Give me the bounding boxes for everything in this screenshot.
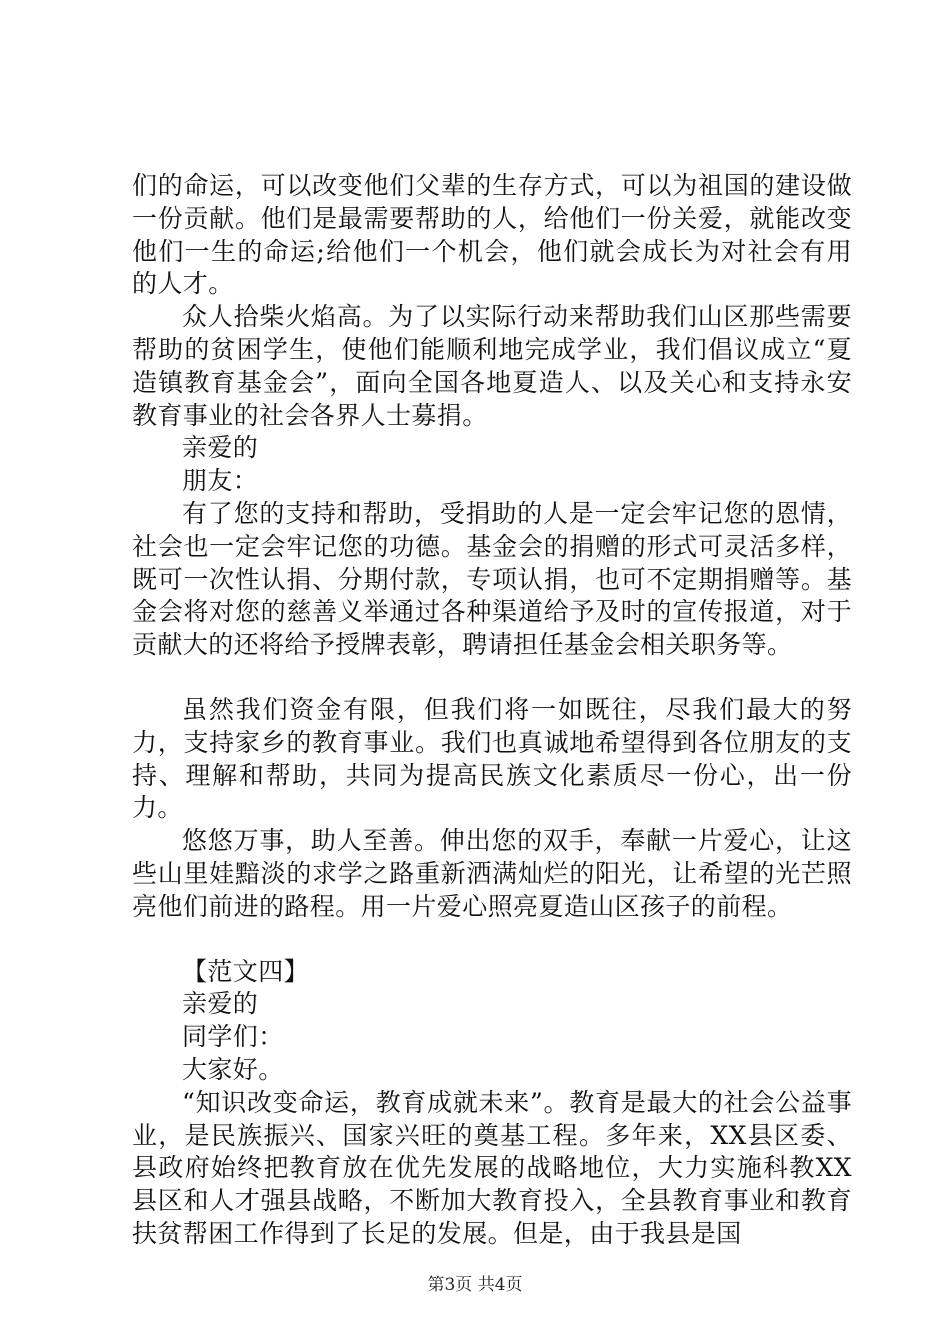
paragraph: 们的命运，可以改变他们父辈的生存方式，可以为祖国的建设做一份贡献。他们是最需要帮助的人，给他们一份关爱，就能改变他们一生的命运;给他们一个机会，他们就会成长为对社会有用的人才。 xyxy=(132,171,852,299)
paragraph: 众人拾柴火焰高。为了以实际行动来帮助我们山区那些需要帮助的贫困学生，使他们能顺利地完成学业，我们倡议成立“夏造镇教育基金会”，面向全国各地夏造人、以及关心和支持永安教育事业的社会各界人士募捐。 xyxy=(132,302,852,430)
paragraph: “知识改变命运，教育成就未来”。教育是最大的社会公益事业，是民族振兴、国家兴旺的奠基工程。多年来，XX县区委、县政府始终把教育放在优先发展的战略地位，大力实施科教XX县区和人才强县战略，不断加大教育投入，全县教育事业和教育扶贫帮困工作得到了长足的发展。但是，由于我县是国 xyxy=(132,1087,852,1248)
paragraph: 虽然我们资金有限，但我们将一如既往，尽我们最大的努力，支持家乡的教育事业。我们也真诚地希望得到各位朋友的支持、理解和帮助，共同为提高民族文化素质尽一份心，出一份力。 xyxy=(132,694,852,823)
greeting-line: 大家好。 xyxy=(182,1054,284,1084)
salutation-line: 朋友： xyxy=(182,466,259,496)
page-number-footer: 第3页 共4页 xyxy=(427,1275,523,1295)
salutation-line: 同学们： xyxy=(182,1022,284,1052)
document-body xyxy=(132,170,852,1251)
paragraph: 悠悠万事，助人至善。伸出您的双手，奉献一片爱心，让这些山里娃黯淡的求学之路重新洒满灿烂的阳光，让希望的光芒照亮他们前进的路程。用一片爱心照亮夏造山区孩子的前程。 xyxy=(132,826,852,921)
salutation-line: 亲爱的 xyxy=(182,989,259,1019)
salutation-line: 亲爱的 xyxy=(182,433,259,463)
section-heading: 【范文四】 xyxy=(182,956,310,986)
paragraph: 有了您的支持和帮助，受捐助的人是一定会牢记您的恩情，社会也一定会牢记您的功德。基金会的捐赠的形式可灵活多样，既可一次性认捐、分期付款，专项认捐，也可不定期捐赠等。基金会将对您的慈善义举通过各种渠道给予及时的宣传报道，对于贡献大的还将给予授牌表彰，聘请担任基金会相关职务等。 xyxy=(132,498,852,660)
